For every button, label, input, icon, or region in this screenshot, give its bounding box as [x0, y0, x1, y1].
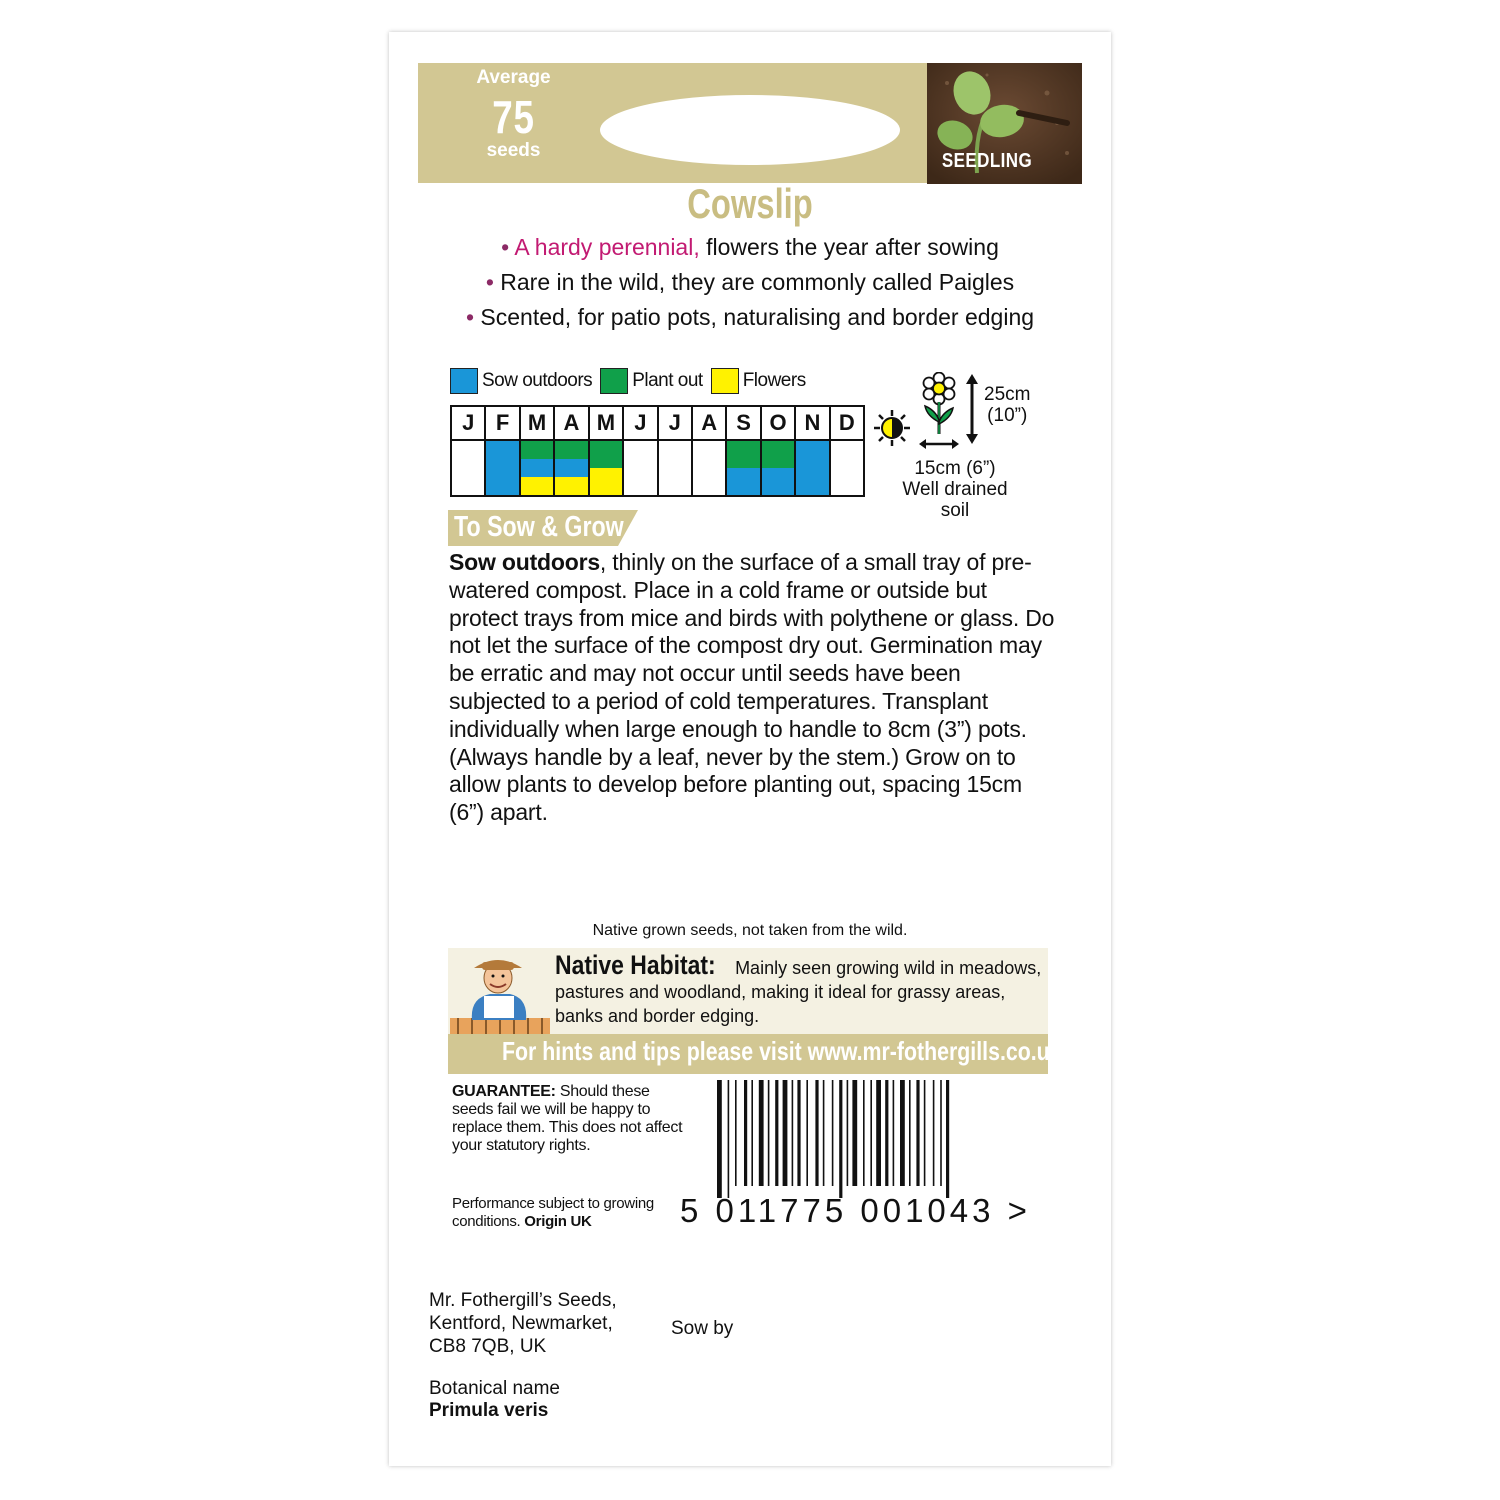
- instructions-lead: Sow outdoors: [449, 549, 600, 575]
- feature-item: • Scented, for patio pots, naturalising and border edging: [465, 304, 1035, 330]
- empty-cell: [831, 441, 863, 495]
- barcode-bar: [792, 1080, 794, 1186]
- barcode-bar: [728, 1080, 730, 1198]
- barcode-number: 5 011775 001043 >: [680, 1192, 1031, 1229]
- empty-cell: [659, 441, 691, 495]
- legend-label: Plant out: [632, 370, 703, 391]
- barcode-bar: [852, 1080, 857, 1186]
- barcode-bar: [876, 1080, 881, 1186]
- calendar-month: [521, 407, 555, 495]
- month-label: M: [590, 407, 622, 441]
- plant-height: 25cm (10”): [984, 384, 1031, 426]
- section-heading: To Sow & Grow: [454, 511, 624, 543]
- barcode-bar: [870, 1080, 872, 1186]
- feature-text: flowers the year after sowing: [706, 234, 999, 260]
- feature-text: Rare in the wild, they are commonly called Paigles: [500, 269, 1015, 295]
- plant-bar: [555, 441, 587, 459]
- label-window: [600, 95, 900, 165]
- barcode-bar: [940, 1080, 942, 1186]
- flowers-bar: [555, 477, 587, 495]
- feature-text: Scented, for patio pots, naturalising and border edging: [480, 304, 1035, 330]
- month-label: A: [555, 407, 587, 441]
- sow-bar: [486, 441, 518, 495]
- month-label: J: [624, 407, 656, 441]
- botanical-name: Botanical name Primula veris: [429, 1378, 560, 1421]
- habitat-description: Native Habitat: Mainly seen growing wild in meadows, pastures and woodland, making it ideal for grassy areas, banks and border edging.: [555, 950, 1042, 1026]
- height-arrow-icon: [962, 374, 982, 444]
- barcode-bar: [924, 1080, 926, 1186]
- barcode-bar: [832, 1080, 834, 1186]
- barcode-bar: [768, 1080, 770, 1186]
- barcode: [715, 1080, 1030, 1198]
- barcode-bar: [751, 1080, 753, 1186]
- month-activity: [590, 441, 622, 495]
- month-label: J: [659, 407, 691, 441]
- plant-bar: [762, 441, 794, 468]
- barcode-bar: [885, 1080, 888, 1186]
- mr-fothergill-logo: [450, 950, 550, 1034]
- sow-bar: [555, 459, 587, 477]
- empty-cell: [624, 441, 656, 495]
- legend-label: Flowers: [742, 370, 806, 391]
- latin-name: Primula veris: [429, 1400, 549, 1421]
- instructions-paragraph: [449, 549, 1059, 827]
- month-activity: [831, 441, 863, 495]
- plant-bar: [590, 441, 622, 468]
- sowing-calendar: [450, 405, 865, 497]
- month-label: J: [452, 407, 484, 441]
- month-activity: [796, 441, 828, 495]
- calendar-legend: [450, 368, 814, 394]
- month-activity: [624, 441, 656, 495]
- habitat-heading: Native Habitat:: [555, 950, 716, 980]
- plant-size-icon: [917, 372, 967, 452]
- seedling-label: SEEDLING: [941, 150, 1033, 172]
- month-activity: [521, 441, 553, 495]
- calendar-month: [452, 407, 486, 495]
- native-note: Native grown seeds, not taken from the wild.: [592, 922, 908, 939]
- performance-text: Performance subject to growing conditions. Origin UK: [452, 1195, 654, 1230]
- hints-link[interactable]: For hints and tips please visit www.mr-fothergills.co.uk: [502, 1036, 1062, 1066]
- feature-item: • A hardy perennial, flowers the year after sowing: [501, 234, 999, 260]
- month-label: O: [762, 407, 794, 441]
- barcode-bar: [847, 1080, 849, 1186]
- average-label: Average: [476, 67, 551, 88]
- month-activity: [659, 441, 691, 495]
- calendar-month: [590, 407, 624, 495]
- barcode-bar: [717, 1080, 722, 1198]
- calendar-month: [659, 407, 693, 495]
- barcode-bar: [863, 1080, 865, 1186]
- month-label: S: [727, 407, 759, 441]
- barcode-bar: [806, 1080, 808, 1186]
- instructions-body: , thinly on the surface of a small tray of pre-watered compost. Place in a cold frame or outside but protect trays from mice and birds with polythene or glass. Do not let the surface of the compost dry out. Germination may be erratic and may not occur until seeds have been subjected to a period of cold temperatures. Transplant individually when large enough to handle to 8cm (3”) pots. (Always handle by a leaf, never by the stem.) Grow on to allow plants to develop before planting out, spacing 15cm (6”) apart.: [449, 549, 1055, 826]
- barcode-bar: [735, 1080, 737, 1186]
- calendar-month: [727, 407, 761, 495]
- month-activity: [452, 441, 484, 495]
- barcode-bar: [893, 1080, 895, 1186]
- month-label: A: [693, 407, 725, 441]
- calendar-month: [555, 407, 589, 495]
- feature-item: • Rare in the wild, they are commonly called Paigles: [485, 269, 1015, 295]
- month-label: F: [486, 407, 518, 441]
- sow-bar: [727, 468, 759, 495]
- calendar-month: [624, 407, 658, 495]
- month-activity: [486, 441, 518, 495]
- calendar-month: [762, 407, 796, 495]
- month-activity: [555, 441, 587, 495]
- seeds-label: seeds: [486, 140, 541, 161]
- month-activity: [693, 441, 725, 495]
- sun-partial-shade-icon: [872, 408, 912, 448]
- feature-list: [400, 230, 1100, 335]
- calendar-month: [796, 407, 830, 495]
- plant-spacing: 15cm (6”) Well drained soil: [895, 458, 1015, 521]
- barcode-bar: [916, 1080, 919, 1186]
- month-activity: [727, 441, 759, 495]
- barcode-bar: [909, 1080, 911, 1186]
- barcode-bar: [946, 1080, 949, 1198]
- calendar-month: [693, 407, 727, 495]
- barcode-bar: [783, 1080, 788, 1186]
- month-label: M: [521, 407, 553, 441]
- plant-bar: [727, 441, 759, 468]
- sow-outdoors-swatch: [450, 368, 478, 394]
- seed-count: 75: [492, 91, 535, 143]
- flowers-bar: [521, 477, 553, 495]
- sow-bar: [762, 468, 794, 495]
- plant-bar: [521, 441, 553, 459]
- sow-by-label: Sow by: [671, 1318, 734, 1339]
- flowers-swatch: [711, 368, 739, 394]
- guarantee-text: GUARANTEE: Should these seeds fail we will be happy to replace them. This does not affect your statutory rights.: [452, 1083, 683, 1154]
- barcode-bar: [933, 1080, 935, 1186]
- barcode-bar: [815, 1080, 818, 1186]
- soil-type: Well drained soil: [902, 479, 1008, 521]
- feature-highlight: A hardy perennial,: [514, 234, 700, 260]
- month-label: D: [831, 407, 863, 441]
- product-title: Cowslip: [687, 180, 813, 227]
- sow-bar: [521, 459, 553, 477]
- sow-bar: [796, 441, 828, 495]
- barcode-bar: [797, 1080, 800, 1186]
- month-activity: [762, 441, 794, 495]
- barcode-bar: [839, 1080, 842, 1198]
- barcode-bar: [759, 1080, 764, 1186]
- barcode-bar: [823, 1080, 825, 1186]
- legend-label: Sow outdoors: [482, 370, 593, 391]
- calendar-month: [486, 407, 520, 495]
- flowers-bar: [590, 468, 622, 495]
- empty-cell: [693, 441, 725, 495]
- company-address: Mr. Fothergill’s Seeds, Kentford, Newmarket, CB8 7QB, UK: [429, 1290, 617, 1357]
- barcode-bar: [775, 1080, 778, 1186]
- barcode-bar: [744, 1080, 747, 1186]
- month-label: N: [796, 407, 828, 441]
- barcode-bar: [900, 1080, 905, 1186]
- empty-cell: [452, 441, 484, 495]
- calendar-month: [831, 407, 863, 495]
- plant-out-swatch: [600, 368, 628, 394]
